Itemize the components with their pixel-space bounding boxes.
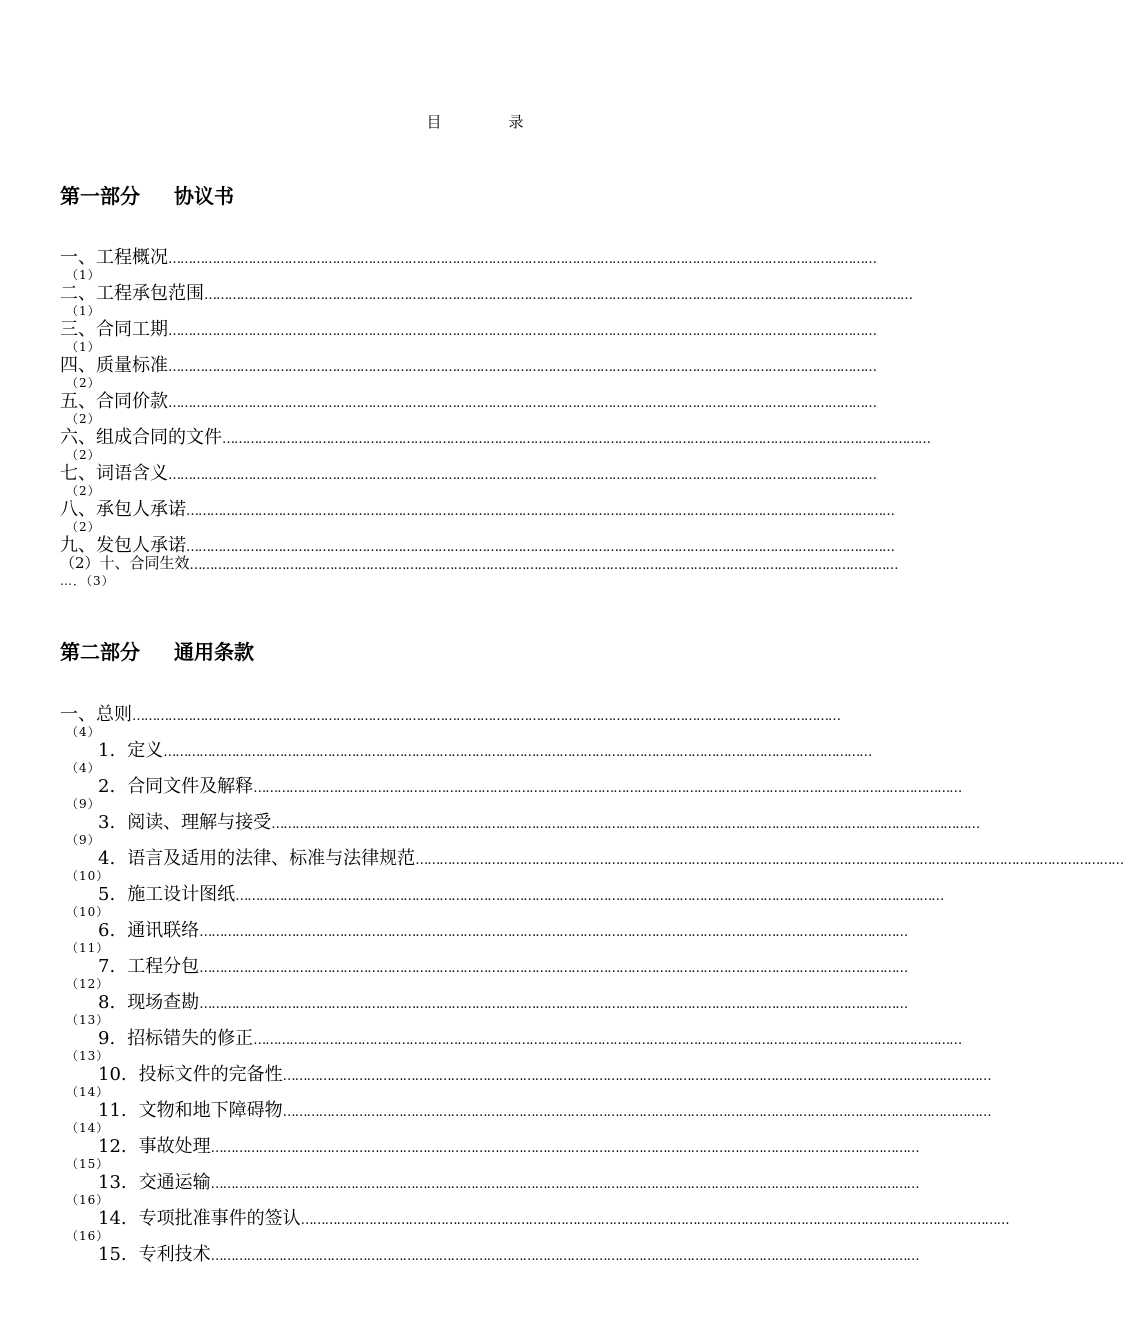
toc-entry-label: 投标文件的完备性 (138, 1064, 283, 1085)
toc-entry-page: （2） (66, 484, 101, 498)
toc-entry[interactable] (60, 884, 944, 920)
toc-entry-page: （2） (66, 448, 101, 462)
part2-heading (60, 636, 254, 665)
leader-dots: …………………………………………………………………………………………………………………………………………………………… (253, 1033, 962, 1048)
toc-entry-label: 通讯联络 (127, 920, 200, 941)
leader-dots: …………………………………………………………………………………………………………………………………………………………… (199, 925, 908, 940)
toc-entry-number: 15. (98, 1244, 127, 1265)
toc-entry-label: 九、发包人承诺 (60, 535, 186, 556)
toc-entry-label: 专项批准事件的签认 (138, 1208, 301, 1229)
part2-name: 通用条款 (174, 640, 254, 664)
toc-entry-number: 12. (98, 1136, 127, 1157)
toc-entry-label: 现场查勘 (127, 992, 200, 1013)
toc-entry-page: （14） (66, 1085, 110, 1099)
leader-dots: …………………………………………………………………………………………………………………………………………………………… (210, 1177, 919, 1192)
toc-entry[interactable] (60, 247, 888, 283)
toc-entry-label: 定义 (127, 740, 164, 761)
toc-entry-page: （2） (66, 412, 101, 426)
toc-entry-label: 语言及适用的法律、标准与法律规范 (127, 848, 416, 869)
toc-entry[interactable] (60, 920, 908, 956)
toc-entry-page: （1） (66, 268, 101, 282)
toc-entry[interactable] (60, 427, 930, 463)
toc-entry[interactable] (60, 776, 962, 812)
toc-entry-page: （14） (66, 1121, 110, 1135)
toc-entry[interactable] (60, 1208, 1009, 1244)
toc-entry-label: 工程分包 (127, 956, 200, 977)
part1-heading (60, 180, 234, 209)
toc-entry-label: 六、组成合同的文件 (60, 427, 222, 448)
toc-entry-number: 6. (98, 920, 116, 941)
toc-entry-label: 七、词语含义 (60, 463, 168, 484)
leader-dots: …………………………………………………………………………………………………………………………………………………………… (168, 252, 876, 267)
toc-entry-label: 三、合同工期 (60, 319, 168, 340)
leader-dots: …………………………………………………………………………………………………………………………………………………………… (253, 781, 962, 796)
toc-entry[interactable] (60, 319, 888, 355)
leader-dots: …………………………………………………………………………………………………………………………………………………………… (199, 961, 908, 976)
toc-entry[interactable] (60, 553, 898, 589)
toc-entry-number: 11. (98, 1100, 127, 1121)
toc-entry-page: （13） (66, 1013, 110, 1027)
leader-dots: …………………………………………………………………………………………………………………………………………………………… (210, 1249, 919, 1264)
toc-entry-page: （9） (66, 833, 101, 847)
toc-entry[interactable] (60, 535, 894, 556)
toc-entry-number: 2. (98, 776, 116, 797)
toc-entry-label: 一、总则 (60, 704, 132, 725)
toc-entry-number: 7. (98, 956, 116, 977)
toc-title: 目 录 (426, 113, 550, 131)
leader-dots: …………………………………………………………………………………………………………………………………………………………… (168, 360, 876, 375)
toc-entry-label: 合同文件及解释 (127, 776, 254, 797)
leader-dots: …………………………………………………………………………………………………………………………………………………………… (168, 324, 876, 339)
toc-entry[interactable] (60, 355, 888, 391)
toc-entry-page: （11） (66, 941, 110, 955)
toc-entry-label: 八、承包人承诺 (60, 499, 186, 520)
toc-entry[interactable] (60, 463, 888, 499)
toc-entry-page: （16） (66, 1229, 110, 1243)
toc-entry[interactable] (60, 992, 908, 1028)
part1-toc (60, 247, 930, 589)
toc-entry-number: 13. (98, 1172, 127, 1193)
leader-dots: …………………………………………………………………………………………………………………………………………………………… (282, 1069, 991, 1084)
leader-dots: …………………………………………………………………………………………………………………………………………………………… (163, 745, 872, 760)
toc-entry[interactable] (60, 1064, 991, 1100)
leader-dots: …………………………………………………………………………………………………………………………………………………………… (415, 853, 1123, 868)
toc-entry-page: （12） (66, 977, 110, 991)
toc-entry-number: 4. (98, 848, 116, 869)
toc-entry[interactable] (60, 1244, 919, 1280)
leader-dots: …………………………………………………………………………………………………………………………………………………………… (271, 817, 980, 832)
toc-entry-number: 1. (98, 740, 116, 761)
toc-entry-page: …．（3） (60, 574, 115, 588)
toc-entry-page: （9） (66, 797, 101, 811)
toc-entry-number: 10. (98, 1064, 127, 1085)
toc-entry-page: （13） (66, 1049, 110, 1063)
toc-entry-number: 3. (98, 812, 116, 833)
toc-entry-label: 二、工程承包范围 (60, 283, 204, 304)
toc-entry[interactable] (60, 1172, 919, 1208)
leader-dots: …………………………………………………………………………………………………………………………………………………………… (235, 889, 944, 904)
toc-entry[interactable] (60, 283, 912, 319)
leader-dots: …………………………………………………………………………………………………………………………………………………………… (189, 558, 898, 573)
toc-entry-page: （15） (66, 1157, 110, 1171)
leader-dots: …………………………………………………………………………………………………………………………………………………………… (204, 288, 912, 303)
toc-entry[interactable] (60, 499, 894, 535)
toc-entry[interactable] (60, 848, 1123, 884)
toc-entry[interactable] (60, 1100, 991, 1136)
toc-entry-page: （1） (66, 340, 101, 354)
leader-dots: …………………………………………………………………………………………………………………………………………………………… (168, 468, 876, 483)
part1-name: 协议书 (174, 184, 234, 208)
toc-entry-label: 施工设计图纸 (127, 884, 236, 905)
toc-entry[interactable] (60, 391, 888, 427)
toc-entry[interactable] (60, 812, 980, 848)
toc-entry[interactable] (60, 956, 908, 992)
leader-dots: …………………………………………………………………………………………………………………………………………………………… (168, 396, 876, 411)
leader-dots: …………………………………………………………………………………………………………………………………………………………… (300, 1213, 1009, 1228)
toc-entry-page: （10） (66, 869, 110, 883)
toc-entry-page: （4） (66, 725, 101, 739)
part2-toc (60, 704, 1123, 1280)
toc-entry-label: 阅读、理解与接受 (127, 812, 272, 833)
toc-entry-label: （2）十、合同生效 (60, 554, 190, 572)
leader-dots: …………………………………………………………………………………………………………………………………………………………… (222, 432, 930, 447)
leader-dots: …………………………………………………………………………………………………………………………………………………………… (199, 997, 908, 1012)
toc-entry-label: 交通运输 (138, 1172, 211, 1193)
toc-entry-label: 文物和地下障碍物 (138, 1100, 283, 1121)
toc-entry-label: 五、合同价款 (60, 391, 168, 412)
toc-entry[interactable] (60, 1136, 919, 1172)
toc-entry-label: 四、质量标准 (60, 355, 168, 376)
part2-prefix: 第二部分 (60, 640, 140, 664)
toc-entry-number: 9. (98, 1028, 116, 1049)
leader-dots: …………………………………………………………………………………………………………………………………………………………… (210, 1141, 919, 1156)
toc-entry-number: 8. (98, 992, 116, 1013)
toc-entry[interactable] (60, 1028, 962, 1064)
toc-entry[interactable] (60, 704, 888, 740)
toc-entry-page: （1） (66, 304, 101, 318)
toc-entry-number: 5. (98, 884, 116, 905)
toc-entry-page: （4） (66, 761, 101, 775)
leader-dots: …………………………………………………………………………………………………………………………………………………………… (132, 709, 840, 724)
toc-entry-page: （10） (66, 905, 110, 919)
toc-entry-page: （2） (66, 376, 101, 390)
toc-entry-label: 招标错失的修正 (127, 1028, 254, 1049)
toc-entry-page: （16） (66, 1193, 110, 1207)
toc-entry-label: 事故处理 (138, 1136, 211, 1157)
leader-dots: …………………………………………………………………………………………………………………………………………………………… (282, 1105, 991, 1120)
toc-entry-label: 一、工程概况 (60, 247, 168, 268)
part1-prefix: 第一部分 (60, 184, 140, 208)
toc-entry-page: （2） (66, 520, 101, 534)
toc-entry-number: 14. (98, 1208, 127, 1229)
toc-entry-label: 专利技术 (138, 1244, 211, 1265)
toc-entry[interactable] (60, 740, 888, 776)
leader-dots: …………………………………………………………………………………………………………………………………………………………… (186, 504, 894, 519)
leader-dots: …………………………………………………………………………………………………………………………………………………………… (186, 540, 894, 555)
